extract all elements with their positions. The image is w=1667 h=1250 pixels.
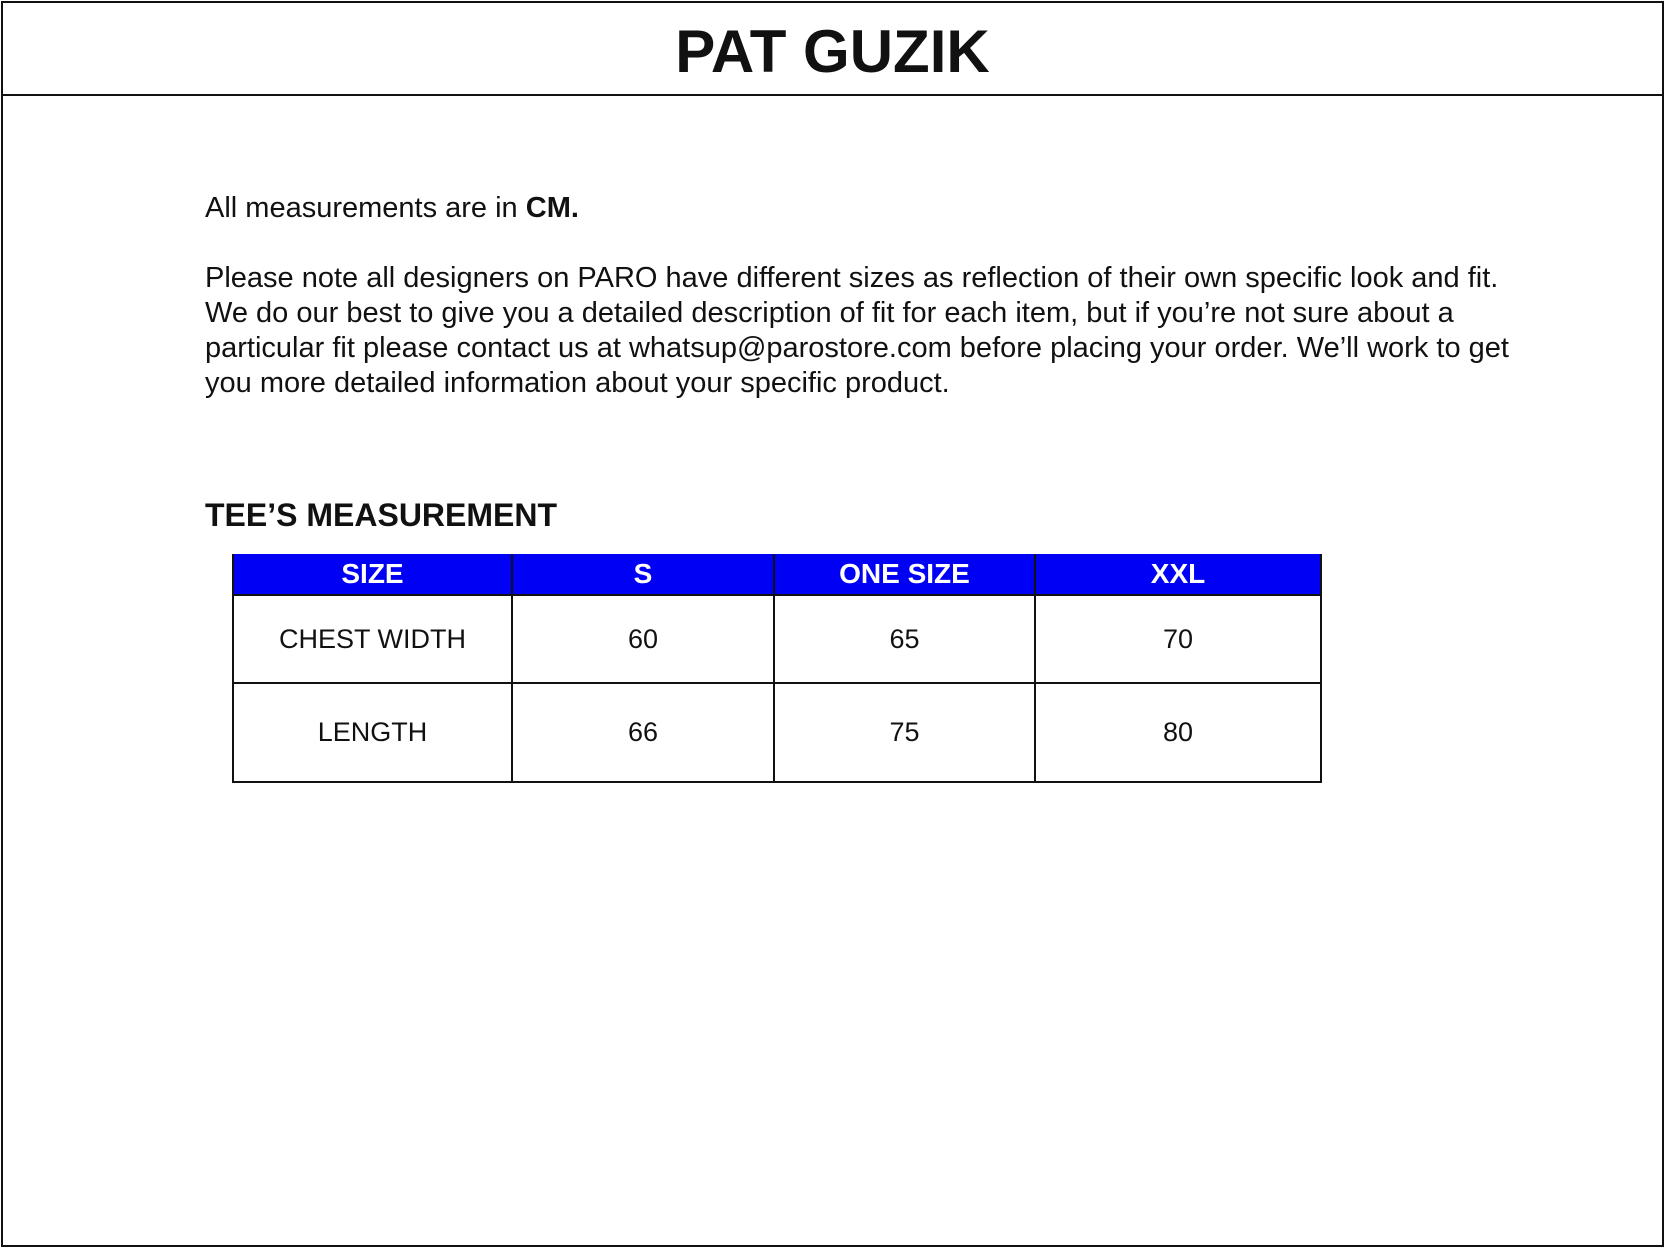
units-prefix: All measurements are in [205, 192, 526, 224]
table-cell: 66 [512, 683, 774, 782]
fit-note: Please note all designers on PARO have different sizes as reflection of their own specific look and fit. We do our best to give you a detailed description of fit for each item, but if you’re not sure about a particular fit please contact us at whatsup@parostore.com before placing your order. We’ll work to get you more detailed information about your specific product. [205, 262, 1509, 399]
header-xxl: XXL [1035, 554, 1321, 595]
header-one-size: ONE SIZE [774, 554, 1035, 595]
table-cell: 60 [512, 595, 774, 683]
units-line [205, 191, 1525, 226]
row-label: CHEST WIDTH [233, 595, 512, 683]
table-cell: 70 [1035, 595, 1321, 683]
brand-header [3, 3, 1662, 96]
table-row [233, 595, 1321, 683]
table-cell: 75 [774, 683, 1035, 782]
size-chart-table [232, 554, 1322, 783]
intro-text [205, 191, 1525, 401]
header-s: S [512, 554, 774, 595]
page-frame [1, 1, 1664, 1247]
units-value: CM. [525, 192, 579, 224]
header-size: SIZE [233, 554, 512, 595]
row-label: LENGTH [233, 683, 512, 782]
table-cell: 80 [1035, 683, 1321, 782]
section-title: TEE’S MEASUREMENT [205, 497, 558, 533]
table-cell: 65 [774, 595, 1035, 683]
table-header-row [233, 554, 1321, 595]
brand-title: PAT GUZIK [675, 18, 990, 85]
table-row [233, 683, 1321, 782]
